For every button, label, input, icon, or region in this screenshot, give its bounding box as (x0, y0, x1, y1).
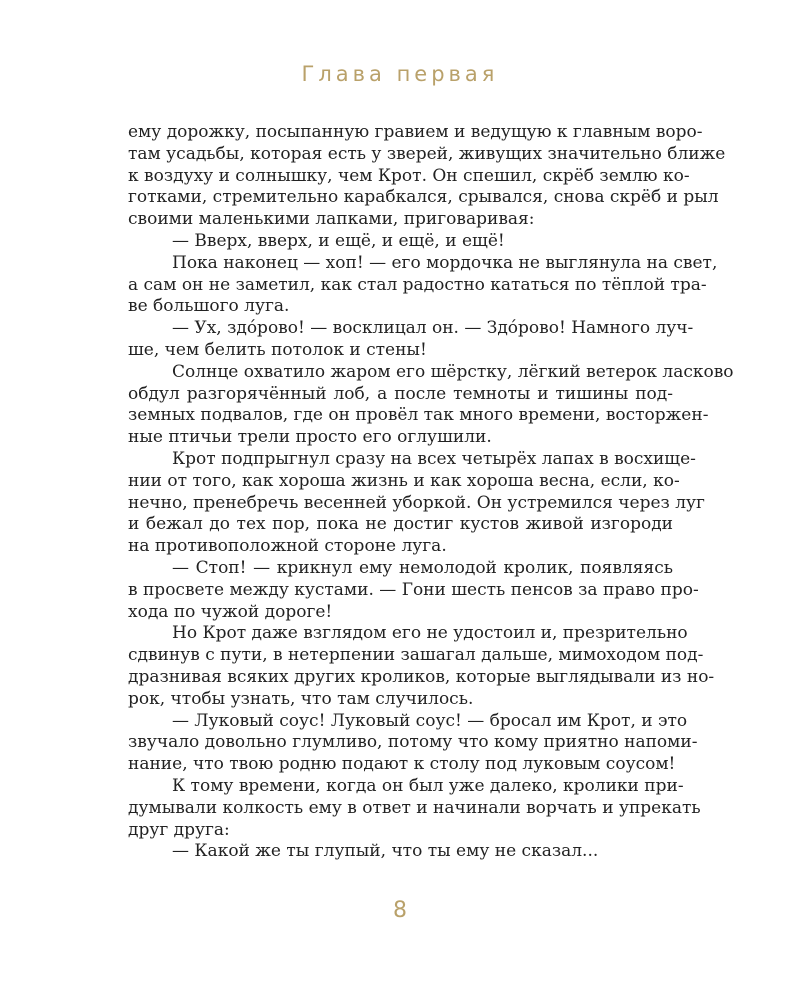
body-text (128, 122, 734, 863)
text-line: ему дорожку, посыпанную гравием и ведущую к главным воро- (128, 122, 703, 142)
text-line: Пока наконец — хоп! — его мордочка не выглянула на свет, (172, 252, 718, 273)
text-line: Солнце охватило жаром его шёрстку, лёгкий ветерок ласково (172, 361, 734, 382)
chapter-running-head: Глава первая (301, 62, 499, 86)
text-line: ше, чем белить потолок и стены! (128, 339, 427, 360)
text-line: — Луковый соус! Луковый соус! — бросал им Крот, и это (172, 710, 688, 731)
text-line: хода по чужой дороге! (128, 601, 333, 622)
text-line: земных подвалов, где он провёл так много времени, восторжен- (128, 405, 709, 426)
text-line: нии от того, как хороша жизнь и как хороша весна, если, ко- (128, 470, 680, 491)
text-line: друг друга: (128, 819, 230, 840)
text-line: Крот подпрыгнул сразу на всех четырёх лапах в восхище- (172, 448, 696, 469)
text-line: дразнивая всяких других кроликов, которые выглядывали из но- (128, 666, 715, 687)
text-line: там усадьбы, которая есть у зверей, живущих значительно ближе (128, 143, 726, 164)
text-line: в просвете между кустами. — Гони шесть пенсов за право про- (128, 579, 699, 600)
text-line: — Ух, здóрово! — восклицал он. — Здóрово! Намного луч- (172, 318, 694, 339)
text-line: — Стоп! — крикнул ему немолодой кролик, появляясь (172, 557, 673, 578)
text-line: своими маленькими лапками, приговаривая: (128, 209, 535, 230)
text-line: на противоположной стороне луга. (128, 536, 447, 557)
page-number: 8 (393, 898, 407, 923)
text-line: звучало довольно глумливо, потому что кому приятно напоми- (128, 732, 698, 753)
text-line: готками, стремительно карабкался, срывался, снова скрёб и рыл (128, 187, 719, 208)
text-line: нание, что твою родню подают к столу под луковым соусом! (128, 754, 676, 775)
text-line: а сам он не заметил, как стал радостно кататься по тёплой тра- (128, 274, 707, 295)
text-line: сдвинув с пути, в нетерпении зашагал дальше, мимоходом под- (128, 645, 704, 666)
text-line: Но Крот даже взглядом его не удостоил и, презрительно (172, 623, 688, 644)
text-line: — Вверх, вверх, и ещё, и ещё, и ещё! (172, 230, 505, 251)
text-line: к воздуху и солнышку, чем Крот. Он спешил, скрёб землю ко- (128, 165, 690, 186)
text-line: думывали колкость ему в ответ и начинали ворчать и упрекать (128, 797, 701, 818)
text-line: нечно, пренебречь весенней уборкой. Он устремился через луг (128, 492, 705, 513)
text-line: ве большого луга. (128, 296, 290, 317)
text-line: — Какой же ты глупый, что ты ему не сказал... (172, 841, 599, 862)
text-line: обдул разгорячённый лоб, а после темноты и тишины под- (128, 383, 673, 404)
text-line: и бежал до тех пор, пока не достиг кустов живой изгороди (128, 514, 673, 535)
text-line: рок, чтобы узнать, что там случилось. (128, 688, 474, 709)
text-line: К тому времени, когда он был уже далеко, кролики при- (172, 775, 684, 796)
text-line: ные птичьи трели просто его оглушили. (128, 427, 492, 448)
